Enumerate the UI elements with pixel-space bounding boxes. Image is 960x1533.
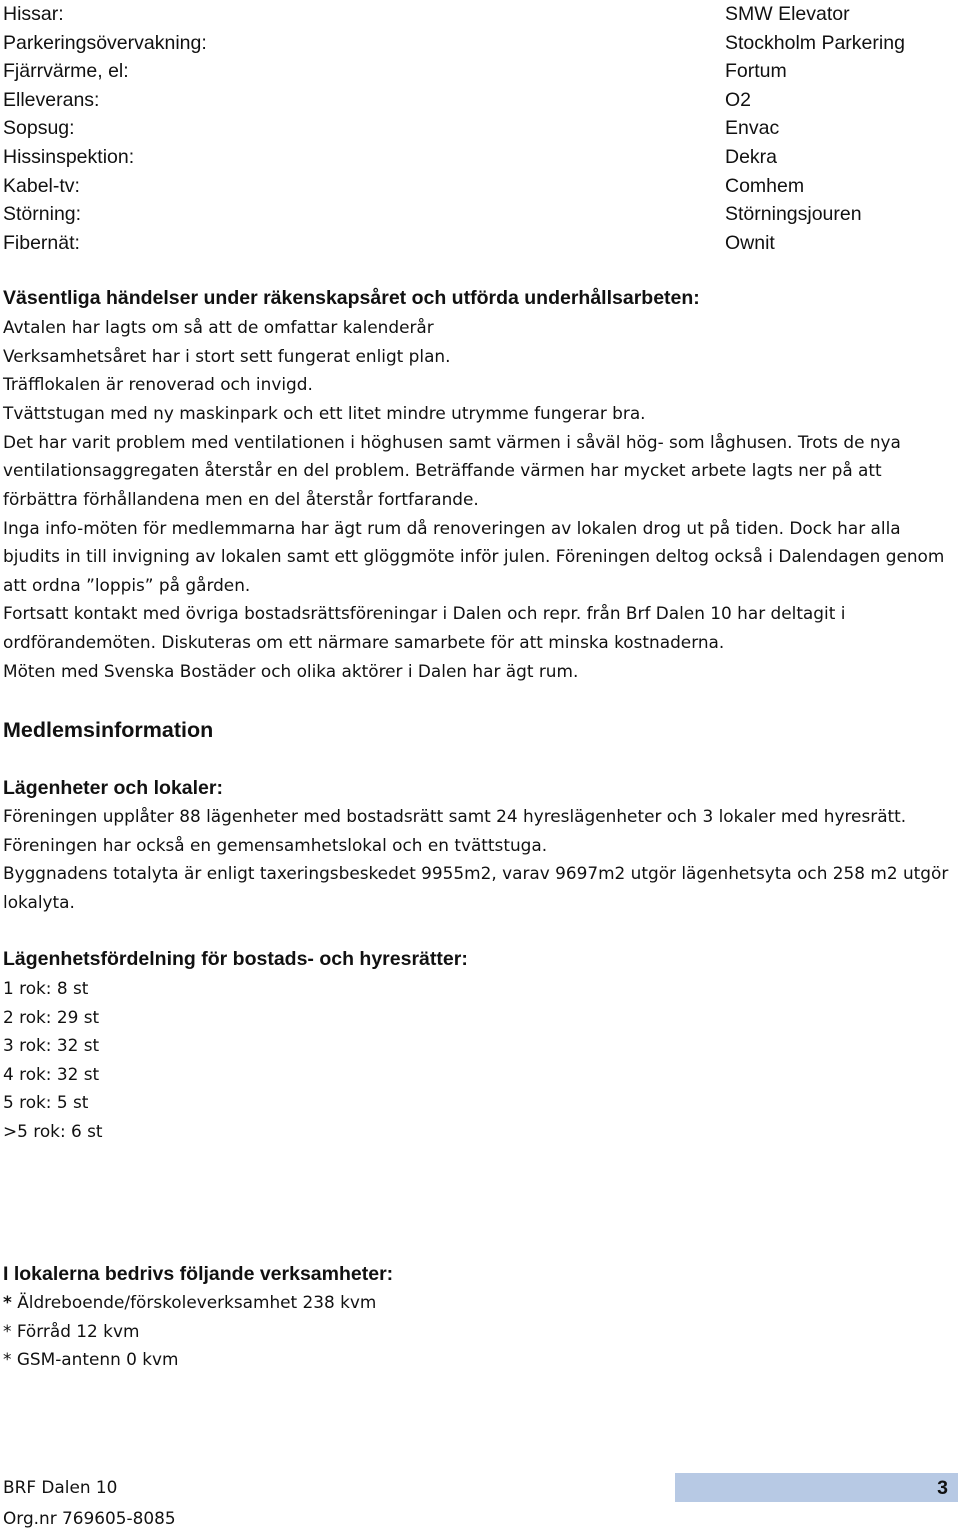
distribution-heading: Lägenhetsfördelning för bostads- och hyresrätter:	[3, 948, 468, 970]
apartments-text	[3, 802, 953, 916]
event-paragraph: Inga info-möten för medlemmarna har ägt rum då renoveringen av lokalen drog ut på tiden. Dock har alla bjudits in till invigning av lokalen samt ett glöggmöte inför julen. Föreningen deltog också i Dalendagen genom att ordna ”loppis” på gården.	[3, 517, 945, 595]
bullet-star: *	[3, 1292, 12, 1312]
distribution-list	[3, 974, 103, 1146]
bullet-star: *	[3, 1320, 12, 1341]
contact-row	[3, 0, 953, 29]
contact-value: SMW Elevator	[725, 3, 850, 25]
premises-text: GSM-antenn 0 kvm	[11, 1349, 179, 1370]
premises-text: Äldreboende/förskoleverksamhet 238 kvm	[11, 1292, 377, 1312]
contact-label: Kabel-tv:	[3, 174, 80, 197]
contact-value: Comhem	[725, 174, 805, 197]
footer-association-name: BRF Dalen 10	[3, 1477, 118, 1497]
list-item	[3, 1288, 376, 1317]
apartments-heading: Lägenheter och lokaler:	[3, 777, 223, 799]
contact-value: Envac	[725, 117, 780, 140]
list-item: 1 rok: 8 st	[3, 978, 89, 998]
contact-row	[3, 86, 953, 115]
event-line: Träfflokalen är renoverad och invigd.	[3, 374, 313, 395]
contact-value: Störningsjouren	[725, 203, 862, 226]
premises-text: Förråd 12 kvm	[11, 1320, 140, 1341]
contact-row	[3, 229, 953, 258]
contact-row	[3, 114, 953, 143]
event-paragraph: Fortsatt kontakt med övriga bostadsrättsföreningar i Dalen och repr. från Brf Dalen 10 har deltagit i ordförandemöten. Diskuteras om ett närmare samarbete för att minska kostnaderna.	[3, 603, 846, 652]
contact-row	[3, 57, 953, 86]
contact-label: Fibernät:	[3, 231, 80, 254]
contact-row	[3, 143, 953, 172]
list-item: 5 rok: 5 st	[3, 1092, 89, 1113]
contacts-list	[3, 0, 953, 257]
premises-list	[3, 1288, 376, 1374]
event-line: Verksamhetsåret har i stort sett fungerat enligt plan.	[3, 345, 451, 366]
apartments-paragraph: Byggnadens totalyta är enligt taxeringsbeskedet 9955m2, varav 9697m2 utgör lägenhetsyta och 258 m2 utgör lokalyta.	[3, 863, 949, 912]
contact-value: Ownit	[725, 231, 775, 254]
contact-value: Stockholm Parkering	[725, 31, 905, 54]
apartments-paragraph: Föreningen upplåter 88 lägenheter med bostadsrätt samt 24 hyreslägenheter och 3 lokaler med hyresrätt. Föreningen har också en gemensamhetslokal och en tvättstuga.	[3, 806, 907, 855]
contact-label: Hissar:	[3, 3, 64, 25]
events-heading: Väsentliga händelser under räkenskapsåret och utförda underhållsarbeten:	[3, 287, 700, 309]
event-line: Tvättstugan med ny maskinpark och ett litet mindre utrymme fungerar bra.	[3, 403, 646, 424]
page-number: 3	[937, 1477, 948, 1499]
membership-heading: Medlemsinformation	[3, 718, 214, 742]
contact-label: Elleverans:	[3, 88, 100, 111]
contact-value: Dekra	[725, 145, 778, 168]
contact-row	[3, 29, 953, 58]
events-section	[3, 284, 953, 685]
contact-row	[3, 172, 953, 201]
contact-row	[3, 200, 953, 229]
bullet-star: *	[3, 1349, 12, 1370]
list-item: >5 rok: 6 st	[3, 1120, 103, 1141]
contact-label: Fjärrvärme, el:	[3, 60, 129, 83]
footer-org-number: Org.nr 769605-8085	[3, 1508, 176, 1528]
contact-label: Sopsug:	[3, 117, 75, 140]
list-item	[3, 1317, 376, 1346]
contact-label: Parkeringsövervakning:	[3, 31, 207, 54]
footer-page-bar	[675, 1473, 958, 1502]
contact-label: Störning:	[3, 203, 82, 226]
contact-value: Fortum	[725, 60, 787, 83]
list-item: 4 rok: 32 st	[3, 1063, 100, 1084]
list-item: 2 rok: 29 st	[3, 1006, 100, 1027]
event-paragraph: Möten med Svenska Bostäder och olika aktörer i Dalen har ägt rum.	[3, 660, 579, 681]
contact-label: Hissinspektion:	[3, 145, 135, 168]
contact-value: O2	[725, 88, 752, 111]
event-line: Avtalen har lagts om så att de omfattar kalenderår	[3, 317, 434, 337]
event-paragraph: Det har varit problem med ventilationen i höghusen samt värmen i såväl hög- som låghusen. Trots de nya ventilationsaggregaten återstår en del problem. Beträffande värmen har mycket arbete lagts ner på att förbättra förhållandena men en del återstår fortfarande.	[3, 431, 901, 509]
premises-heading: I lokalerna bedrivs följande verksamheter:	[3, 1263, 394, 1285]
list-item: 3 rok: 32 st	[3, 1035, 100, 1056]
list-item	[3, 1345, 376, 1374]
